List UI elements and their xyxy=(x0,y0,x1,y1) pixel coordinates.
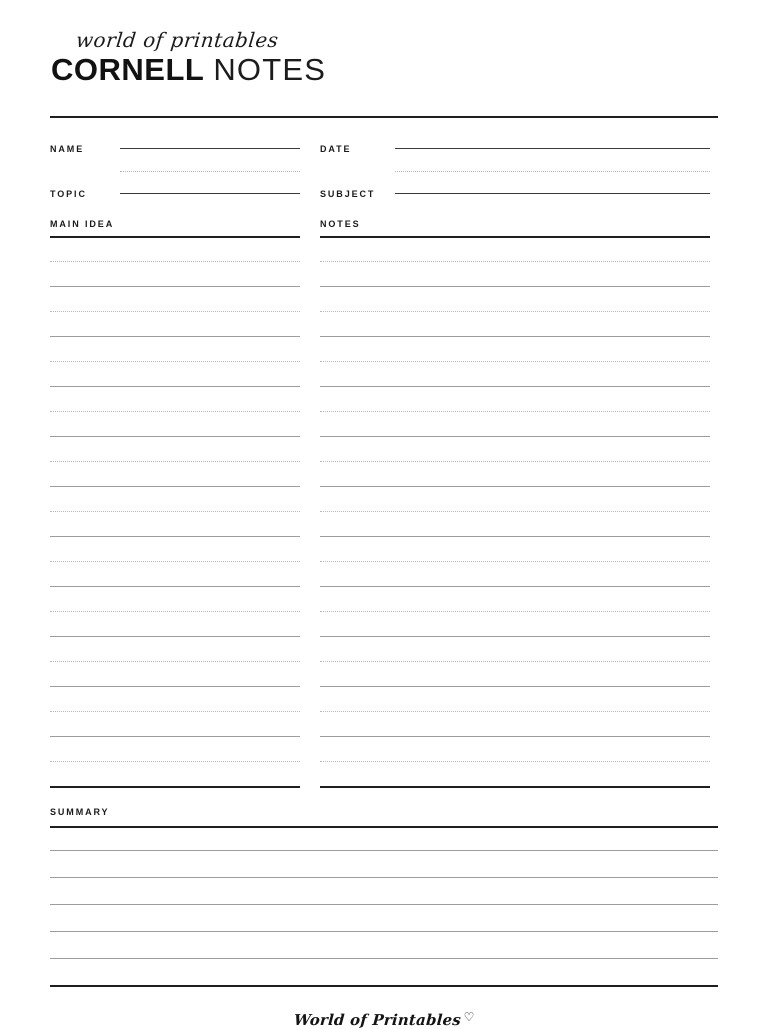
subject-label: SUBJECT xyxy=(320,188,376,199)
main-idea-lines[interactable] xyxy=(50,238,300,762)
subject-input[interactable] xyxy=(395,193,710,194)
name-input-secondary[interactable] xyxy=(120,171,300,172)
main-idea-column xyxy=(50,238,300,788)
subject-field-row xyxy=(320,185,710,202)
topic-input[interactable] xyxy=(120,193,300,194)
main-idea-heading-block xyxy=(50,219,300,238)
header-divider xyxy=(50,116,718,118)
writing-line[interactable] xyxy=(50,958,718,959)
writing-line[interactable] xyxy=(320,761,710,762)
summary-bottom-divider xyxy=(50,985,718,987)
notes-body xyxy=(50,238,718,788)
date-field-row xyxy=(320,140,710,157)
main-idea-label: MAIN IDEA xyxy=(50,219,115,229)
meta-column-right xyxy=(320,140,710,202)
page-title-primary: CORNELL xyxy=(51,52,205,87)
notes-heading-block xyxy=(320,219,710,238)
date-secondary-row xyxy=(320,157,710,185)
topic-field-row xyxy=(50,185,300,202)
meta-fields xyxy=(50,140,718,202)
notes-column xyxy=(320,238,710,788)
name-secondary-row xyxy=(50,157,300,185)
name-field-row xyxy=(50,140,300,157)
notes-label: NOTES xyxy=(320,219,361,229)
meta-column-left xyxy=(50,140,300,202)
notes-bottom-divider xyxy=(320,786,710,788)
summary-heading-block xyxy=(50,807,718,828)
topic-label: TOPIC xyxy=(50,188,87,199)
footer-brand: World of Printables xyxy=(292,1011,462,1029)
writing-line[interactable] xyxy=(50,761,300,762)
notes-lines[interactable] xyxy=(320,238,710,762)
page-title xyxy=(51,52,718,88)
heart-icon: ♡ xyxy=(463,1010,475,1024)
section-headings xyxy=(50,219,718,238)
date-input[interactable] xyxy=(395,148,710,149)
name-label: NAME xyxy=(50,143,85,154)
brand-tagline: world of printables xyxy=(74,28,280,52)
name-input[interactable] xyxy=(120,148,300,149)
date-input-secondary[interactable] xyxy=(395,171,710,172)
main-idea-bottom-divider xyxy=(50,786,300,788)
summary-label: SUMMARY xyxy=(50,807,110,817)
date-label: DATE xyxy=(320,143,352,154)
summary-lines[interactable] xyxy=(50,828,718,959)
page-header xyxy=(50,0,718,88)
page-footer xyxy=(50,1011,718,1029)
page-title-secondary: NOTES xyxy=(213,52,327,87)
